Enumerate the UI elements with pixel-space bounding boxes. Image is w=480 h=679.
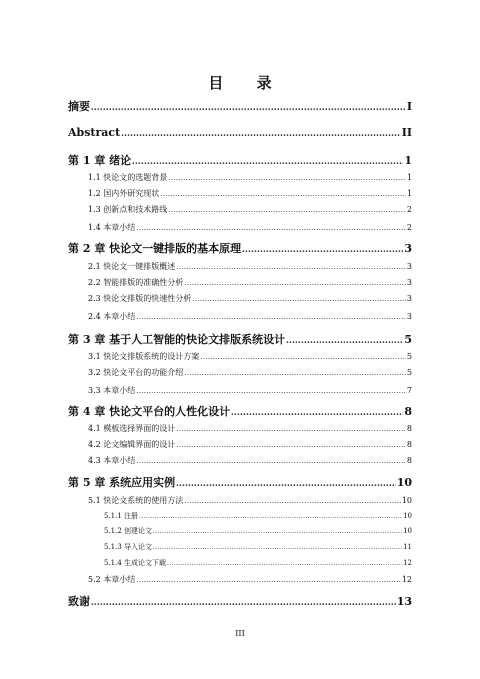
toc-entry-page: I [406,100,412,113]
toc-entry-page: 5 [406,352,412,361]
toc-leader-dots [136,312,406,321]
toc-entry-title: 1.3 创新点和技术路线 [88,205,168,214]
toc-title: 目 录 [208,74,286,92]
toc-entry[interactable] [88,204,412,215]
toc-entry-title: 第 5 章 系统应用实例 [68,476,176,489]
toc-entry[interactable] [88,367,412,378]
toc-entry[interactable] [88,293,412,304]
toc-entry-title: 第 1 章 绪论 [68,154,132,167]
toc-entry[interactable] [88,188,412,199]
toc-entry[interactable] [68,152,412,168]
toc-entry-title: 摘要 [68,100,90,113]
toc-entry-title: 第 4 章 快论文平台的人性化设计 [68,405,231,418]
toc-entry[interactable] [88,455,412,466]
toc-leader-dots [132,156,403,167]
toc-entry-title: 第 3 章 基于人工智能的快论文排版系统设计 [68,333,286,346]
toc-entry-page: 3 [406,294,412,303]
toc-entry-title: 4.2 论文编辑界面的设计 [88,440,176,449]
toc-entry-title: 5.1.3 导入论文 [104,543,153,551]
toc-entry[interactable] [88,385,412,396]
toc-entry[interactable] [88,423,412,434]
toc-entry-page: 3 [406,262,412,271]
toc-entry[interactable] [88,261,412,272]
toc-entry-title: 2.3 快论文排版的快速性分析 [88,294,192,303]
toc-entry-title: 2.4 本章小结 [88,312,136,321]
toc-entry-page: 8 [404,405,412,418]
toc-entry-title: 3.3 本章小结 [88,386,136,395]
toc-leader-dots [91,597,396,608]
toc-leader-dots [168,173,406,182]
toc-entry-title: 1.1 快论文的选题背景 [88,173,168,182]
toc-entry[interactable] [88,351,412,362]
toc-entry-page: 8 [406,456,412,465]
toc-entry[interactable] [68,331,412,347]
toc-leader-dots [192,294,406,303]
toc-entry[interactable] [104,511,412,521]
toc-leader-dots [231,407,403,418]
toc-entry-title: 1.4 本章小结 [88,223,136,232]
toc-entry[interactable] [88,277,412,288]
toc-entry-page: 7 [406,386,412,395]
toc-entry[interactable] [88,172,412,183]
toc-entry[interactable] [88,222,412,233]
toc-leader-dots [184,278,406,287]
toc-entry-page: 5 [404,333,412,346]
toc-leader-dots [136,386,406,395]
toc-entry-page: 10 [403,512,412,520]
toc-entry-page: 8 [406,424,412,433]
toc-leader-dots [153,543,402,551]
toc-entry-title: 5.1.1 注册 [104,512,139,520]
toc-entry-title: 3.1 快论文排版系统的设计方案 [88,352,200,361]
toc-entry[interactable] [88,495,412,506]
toc-entry-title: 2.2 智能排版的准确性分析 [88,278,184,287]
toc-entry-page: II [401,126,412,139]
toc-entry-title: 1.2 国内外研究现状 [88,189,160,198]
toc-entry-page: 3 [404,242,412,255]
toc-entry[interactable] [104,526,412,536]
toc-leader-dots [121,128,401,139]
toc-leader-dots [184,496,401,505]
toc-leader-dots [139,512,402,520]
toc-entry-title: 3.2 快论文平台的功能介绍 [88,368,184,377]
toc-entry[interactable] [88,574,412,585]
page-number: III [235,629,245,638]
toc-leader-dots [184,368,406,377]
toc-entry-page: 1 [404,154,412,167]
toc-leader-dots [176,262,406,271]
toc-entry-title: Abstract [68,126,121,139]
toc-entry-page: 1 [406,189,412,198]
toc-entry[interactable] [104,542,412,552]
toc-entry[interactable] [68,593,412,609]
toc-entry-page: 2 [406,223,412,232]
toc-entry-title: 第 2 章 快论文一键排版的基本原理 [68,242,242,255]
toc-entry-page: 11 [403,543,412,551]
toc-entry[interactable] [88,311,412,322]
toc-leader-dots [200,352,406,361]
toc-leader-dots [136,223,406,232]
toc-entry[interactable] [104,558,412,568]
toc-leader-dots [286,335,403,346]
toc-entry-title: 致谢 [68,595,90,608]
toc-leader-dots [153,527,402,535]
toc-entry-page: 3 [406,278,412,287]
toc-entry-title: 5.1.4 生成论文下载 [104,559,167,567]
toc-entry-title: 5.2 本章小结 [88,575,136,584]
toc-leader-dots [168,205,406,214]
toc-entry[interactable] [68,403,412,419]
toc-leader-dots [136,575,401,584]
toc-leader-dots [91,102,406,113]
toc-entry-page: 2 [406,205,412,214]
toc-entry-title: 4.1 模板选择界面的设计 [88,424,176,433]
toc-entry-title: 2.1 快论文一键排版概述 [88,262,176,271]
toc-leader-dots [176,424,406,433]
toc-entry-page: 12 [401,575,412,584]
toc-entry[interactable] [88,439,412,450]
toc-leader-dots [176,478,396,489]
toc-entry-page: 5 [406,368,412,377]
toc-leader-dots [136,456,406,465]
toc-leader-dots [176,440,406,449]
toc-leader-dots [242,244,403,255]
toc-entry-page: 8 [406,440,412,449]
toc-leader-dots [160,189,406,198]
toc-entry[interactable] [68,98,412,114]
toc-entry[interactable] [68,240,412,256]
toc-entry-page: 10 [401,496,412,505]
toc-entry[interactable] [68,474,412,490]
toc-entry-title: 4.3 本章小结 [88,456,136,465]
toc-entry-page: 3 [406,312,412,321]
toc-entry-page: 10 [403,527,412,535]
toc-entry-page: 13 [396,595,412,608]
toc-leader-dots [167,559,402,567]
toc-entry-title: 5.1.2 创建论文 [104,527,153,535]
toc-entry-title: 5.1 快论文系统的使用方法 [88,496,184,505]
toc-entry[interactable] [68,126,412,139]
toc-entry-page: 1 [406,173,412,182]
toc-entry-page: 12 [403,559,412,567]
toc-entry-page: 10 [396,476,412,489]
